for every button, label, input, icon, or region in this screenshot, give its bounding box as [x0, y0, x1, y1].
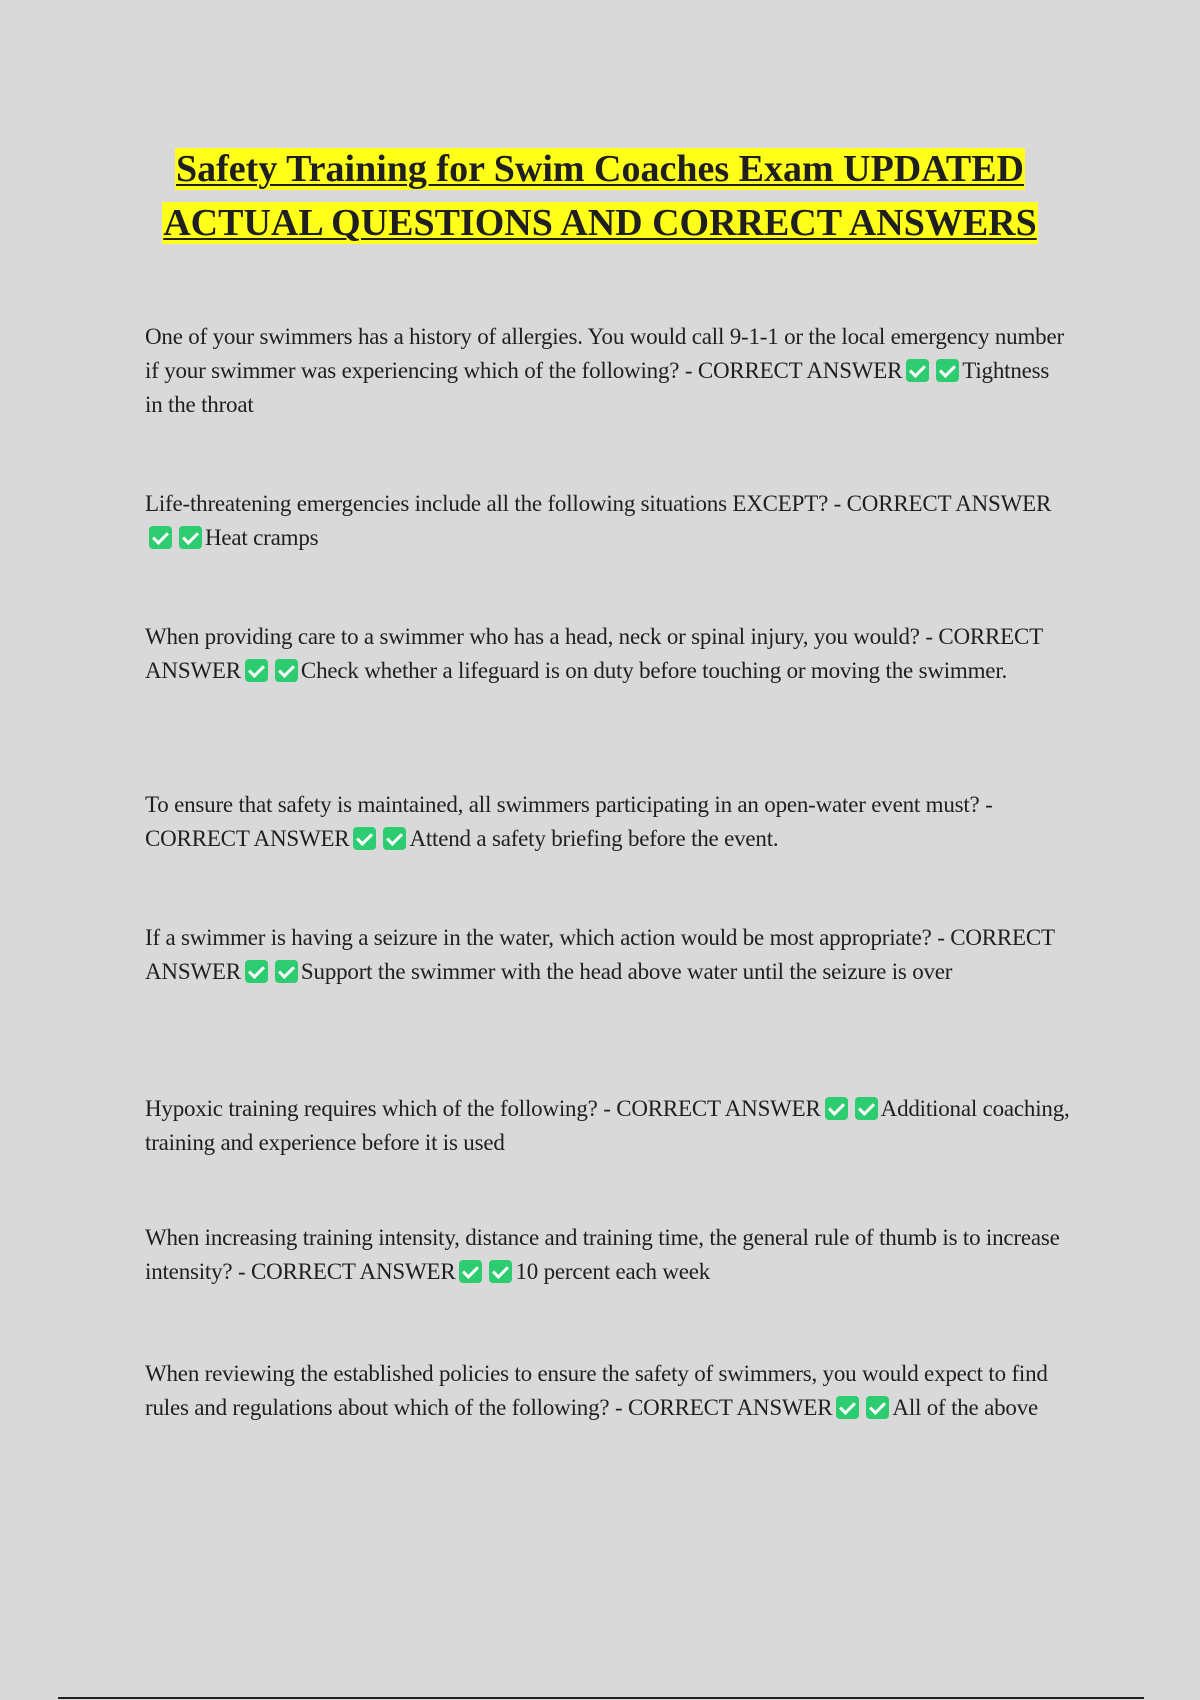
document-title [130, 142, 1070, 250]
correct-answer-label: - CORRECT ANSWER [145, 925, 1055, 984]
document-title-text: Safety Training for Swim Coaches Exam UPDATED ACTUAL QUESTIONS AND CORRECT ANSWERS [163, 148, 1037, 244]
correct-answer-label: - CORRECT ANSWER [603, 1096, 821, 1121]
correct-answer-label: - CORRECT ANSWER [833, 491, 1052, 516]
qa-item-1 [145, 320, 1070, 422]
qa-item-6 [145, 1092, 1070, 1160]
question-text: When reviewing the established policies to ensure the safety of swimmers, you would expect to find rules and regulations about which of the following? [145, 1361, 1048, 1420]
check-mark-icon [459, 1260, 482, 1283]
correct-answer-label: - CORRECT ANSWER [145, 624, 1043, 683]
question-text: Life-threatening emergencies include all the following situations EXCEPT? [145, 491, 829, 516]
answer-text: Heat cramps [205, 525, 319, 550]
check-mark-icon [245, 960, 268, 983]
check-mark-icon [275, 659, 298, 682]
check-mark-icon [855, 1097, 878, 1120]
answer-text: Tightness in the throat [145, 358, 1050, 417]
check-mark-icon [936, 359, 959, 382]
question-text: When increasing training intensity, distance and training time, the general rule of thumb is to increase intensity? [145, 1225, 1060, 1284]
question-text: If a swimmer is having a seizure in the water, which action would be most appropriate? [145, 925, 932, 950]
correct-answer-label: - CORRECT ANSWER [145, 792, 993, 851]
qa-item-7 [145, 1221, 1070, 1289]
check-mark-icon [489, 1260, 512, 1283]
footer-divider [58, 1697, 1144, 1699]
qa-item-5 [145, 921, 1070, 989]
correct-answer-label: - CORRECT ANSWER [614, 1395, 833, 1420]
check-mark-icon [245, 659, 268, 682]
qa-item-3 [145, 620, 1070, 688]
check-mark-icon [825, 1097, 848, 1120]
qa-item-2 [145, 487, 1070, 555]
check-mark-icon [275, 960, 298, 983]
check-mark-icon [353, 827, 376, 850]
answer-text: All of the above [892, 1395, 1039, 1420]
qa-item-8 [145, 1357, 1070, 1425]
question-text: To ensure that safety is maintained, all swimmers participating in an open-water event must? [145, 792, 980, 817]
check-mark-icon [866, 1396, 889, 1419]
correct-answer-label: - CORRECT ANSWER [238, 1259, 456, 1284]
check-mark-icon [179, 526, 202, 549]
check-mark-icon [836, 1396, 859, 1419]
answer-text: Check whether a lifeguard is on duty before touching or moving the swimmer. [300, 658, 1008, 683]
answer-text: Attend a safety briefing before the event. [409, 826, 779, 851]
correct-answer-label: - CORRECT ANSWER [684, 358, 903, 383]
answer-text: Additional coaching, training and experience before it is used [145, 1096, 1070, 1155]
check-mark-icon [906, 359, 929, 382]
question-text: One of your swimmers has a history of allergies. You would call 9-1-1 or the local emergency number if your swimmer was experiencing which of the following? [145, 324, 1064, 383]
qa-item-4 [145, 788, 1070, 856]
answer-text: Support the swimmer with the head above water until the seizure is over [300, 959, 953, 984]
question-text: When providing care to a swimmer who has a head, neck or spinal injury, you would? [145, 624, 920, 649]
question-text: Hypoxic training requires which of the following? [145, 1096, 598, 1121]
check-mark-icon [383, 827, 406, 850]
check-mark-icon [149, 526, 172, 549]
answer-text: 10 percent each week [515, 1259, 711, 1284]
